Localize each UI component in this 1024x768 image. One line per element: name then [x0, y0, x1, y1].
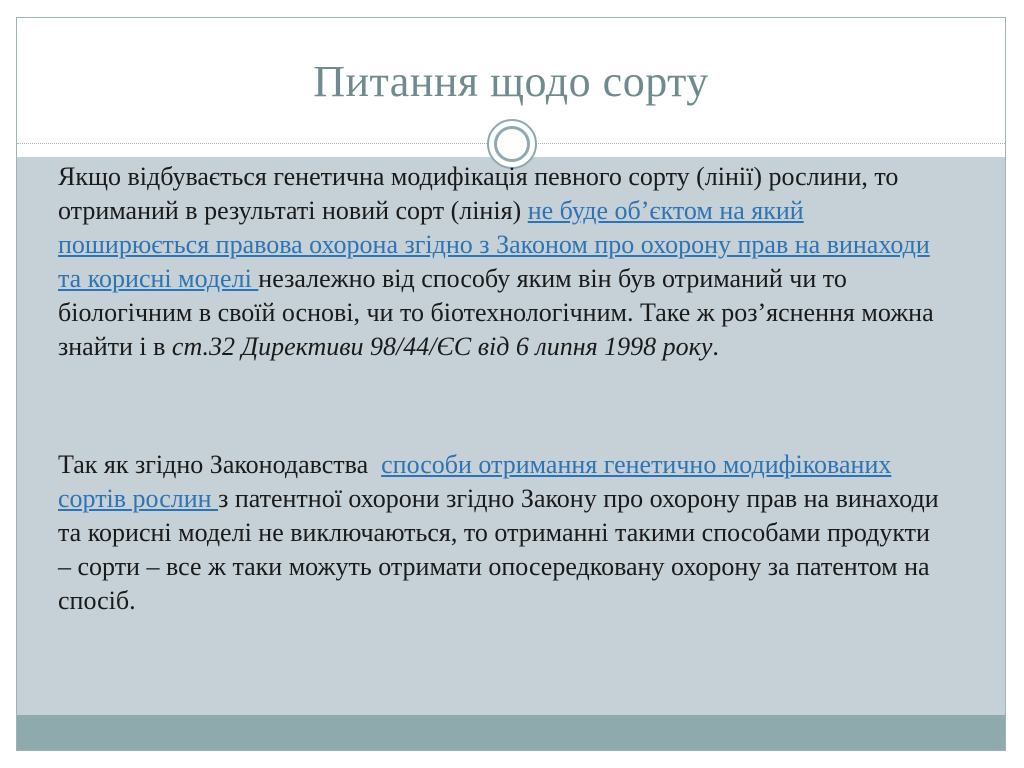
- slide-title: Питання щодо сорту: [313, 57, 709, 106]
- paragraph-1-link[interactable]: не буде об’єктом на який поширюється правова охорона згідно з Законом про охорону прав на винаходи та корисні моделі: [58, 196, 930, 293]
- circle-ornament-inner: [494, 126, 530, 162]
- paragraph-1-text-c: .: [712, 332, 719, 361]
- slide: [16, 17, 1006, 751]
- paragraph-2: [58, 448, 948, 618]
- paragraph-2-text-b: з патентної охорони згідно Закону про охорону прав на винаходи та корисні моделі не виключаються, то отриманні такими способами продукти – сорти – все ж таки можуть отримати опосередковану охорону за патентом на спосіб.: [58, 484, 939, 615]
- paragraph-1-text-a: Якщо відбувається генетична модифікація певного сорту (лінії) рослини, то отриманий в результаті новий сорт (лінія): [58, 162, 899, 225]
- paragraph-1: [58, 160, 948, 364]
- paragraph-1-text-b: незалежно від способу яким він був отриманий чи то біологічним в своїй основі, чи то біотехнологічним. Таке ж роз’яснення можна знайти і в: [58, 264, 934, 361]
- directive-reference: ст.32 Директиви 98/44/ЄС від 6 липня 1998 року: [171, 332, 713, 361]
- bottom-band: [17, 715, 1005, 751]
- paragraph-2-link[interactable]: способи отримання генетично модифікованих сортів рослин: [58, 450, 892, 513]
- paragraph-2-text-a: Так як згідно Законодавства: [58, 450, 382, 479]
